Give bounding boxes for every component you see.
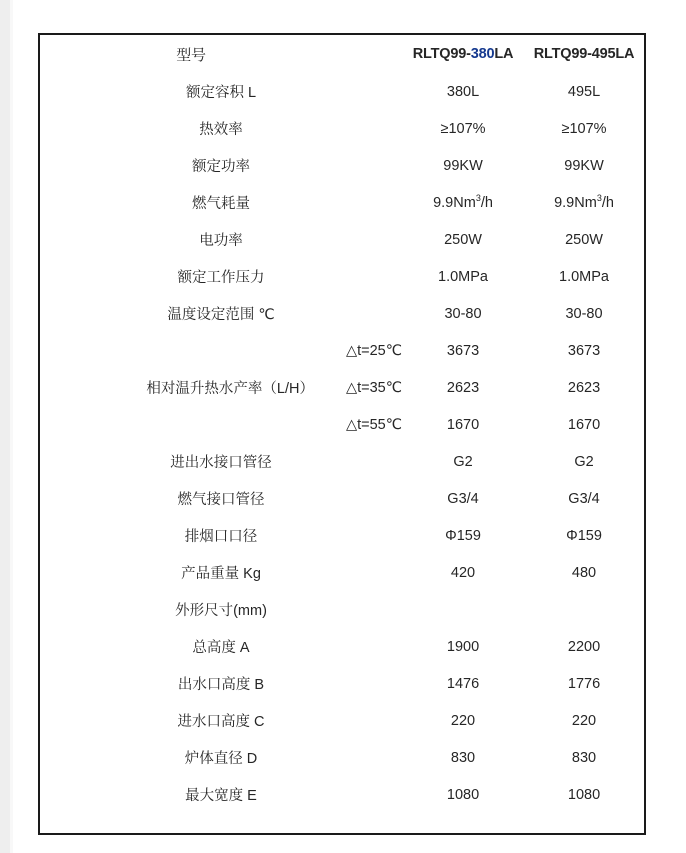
row-value-380: 99KW (443, 157, 483, 174)
table-row (40, 147, 644, 184)
row-value-495: Φ159 (566, 527, 602, 544)
row-value-495: G2 (574, 453, 594, 470)
row-value-380: G2 (453, 453, 473, 470)
row-label: 燃气耗量 (192, 196, 250, 212)
row-value-495: 220 (571, 712, 597, 729)
table-row (40, 628, 644, 665)
table-row (40, 480, 644, 517)
dimensions-heading: 外形尺寸(mm) (175, 603, 267, 619)
row-label: 热效率 (199, 122, 243, 138)
dimensions-heading-spacer-495 (524, 591, 644, 628)
table-row (40, 739, 644, 776)
row-value-380: 220 (450, 712, 476, 729)
table-row (40, 665, 644, 702)
row-value-495: 1776 (567, 675, 601, 692)
row-value-380: 3673 (446, 342, 480, 359)
row-value-380: 1670 (446, 416, 480, 433)
row-label: 进出水接口管径 (170, 455, 272, 471)
table-header-row (40, 35, 644, 73)
table-row (40, 295, 644, 332)
row-value-495: 495L (567, 83, 601, 100)
table-row (40, 221, 644, 258)
row-value-380: 420 (450, 564, 476, 581)
row-label: 炉体直径 D (184, 751, 258, 767)
table-row (40, 554, 644, 591)
row-label: 电功率 (199, 233, 243, 249)
row-value-495: 99KW (564, 157, 604, 174)
row-value-495: 1.0MPa (559, 268, 609, 285)
gas-value-prefix: 9.9Nm (554, 194, 597, 211)
row-value-380: 2623 (446, 379, 480, 396)
row-value-495: G3/4 (568, 490, 600, 507)
row-value-380: 1080 (446, 786, 480, 803)
row-label: 排烟口口径 (184, 529, 258, 545)
table-row (40, 702, 644, 739)
header-model-label: 型号 (176, 46, 206, 64)
header-model-380 (402, 35, 524, 73)
row-value-380: 1476 (446, 675, 480, 692)
row-label: 产品重量 Kg (181, 566, 261, 582)
row-label: 燃气接口管径 (177, 492, 265, 508)
row-label: 最大宽度 E (185, 788, 257, 804)
row-value-495: 250W (565, 231, 603, 248)
page-left-gutter (0, 0, 10, 853)
row-value-495: 2623 (567, 379, 601, 396)
model-380-prefix: RLTQ99- (412, 46, 471, 62)
header-model-495: RLTQ99-495LA (533, 46, 635, 62)
row-label: 额定功率 (192, 159, 250, 175)
row-value-495: 830 (571, 749, 597, 766)
table-row (40, 332, 644, 369)
delta-t-label: △t=55℃ (345, 416, 403, 433)
table-row (40, 73, 644, 110)
row-value-495: 3673 (567, 342, 601, 359)
table-row (40, 258, 644, 295)
row-value-495 (524, 184, 644, 221)
row-value-380 (402, 184, 524, 221)
row-label: 总高度 A (192, 640, 250, 656)
model-380-highlight: 380 (470, 46, 495, 62)
row-value-380: Φ159 (445, 527, 481, 544)
table-bottom-padding (40, 813, 644, 835)
table-row (40, 184, 644, 221)
row-value-380: 30-80 (444, 305, 482, 322)
row-label: 温度设定范围 ℃ (167, 307, 275, 323)
table-row (40, 517, 644, 554)
gas-value-suffix: /h (480, 194, 493, 211)
gas-value-exponent: 3 (475, 192, 481, 203)
hot-water-output-merged-label: 相对温升热水产率（L/H） (146, 381, 314, 397)
gas-value-suffix: /h (601, 194, 614, 211)
row-value-380: 380L (446, 83, 480, 100)
row-value-495: 480 (571, 564, 597, 581)
row-value-380: G3/4 (447, 490, 479, 507)
row-value-380: 1.0MPa (438, 268, 488, 285)
row-label: 额定容积 L (185, 85, 257, 101)
row-value-495: 1670 (567, 416, 601, 433)
row-value-380: ≥107% (440, 120, 486, 137)
row-value-495: 2200 (567, 638, 601, 655)
table-row (40, 776, 644, 813)
row-value-380: 830 (450, 749, 476, 766)
page-left-gutter-inner (10, 0, 13, 853)
row-value-380: 250W (444, 231, 482, 248)
specification-table-container (38, 33, 646, 835)
model-380-suffix: LA (494, 46, 514, 62)
table-body (40, 35, 644, 835)
table-row (40, 443, 644, 480)
delta-t-label: △t=35℃ (345, 379, 403, 396)
row-label: 出水口高度 B (177, 677, 265, 693)
row-label: 额定工作压力 (177, 270, 265, 286)
table-row (40, 110, 644, 147)
row-value-495: ≥107% (561, 120, 607, 137)
gas-value-prefix: 9.9Nm (433, 194, 476, 211)
row-value-495: 1080 (567, 786, 601, 803)
dimensions-heading-row (40, 591, 644, 628)
row-label: 进水口高度 C (177, 714, 265, 730)
row-value-495: 30-80 (565, 305, 603, 322)
gas-value-exponent: 3 (596, 192, 602, 203)
specification-table (40, 35, 644, 835)
delta-t-label: △t=25℃ (345, 342, 403, 359)
dimensions-heading-spacer-380 (402, 591, 524, 628)
row-value-380: 1900 (446, 638, 480, 655)
